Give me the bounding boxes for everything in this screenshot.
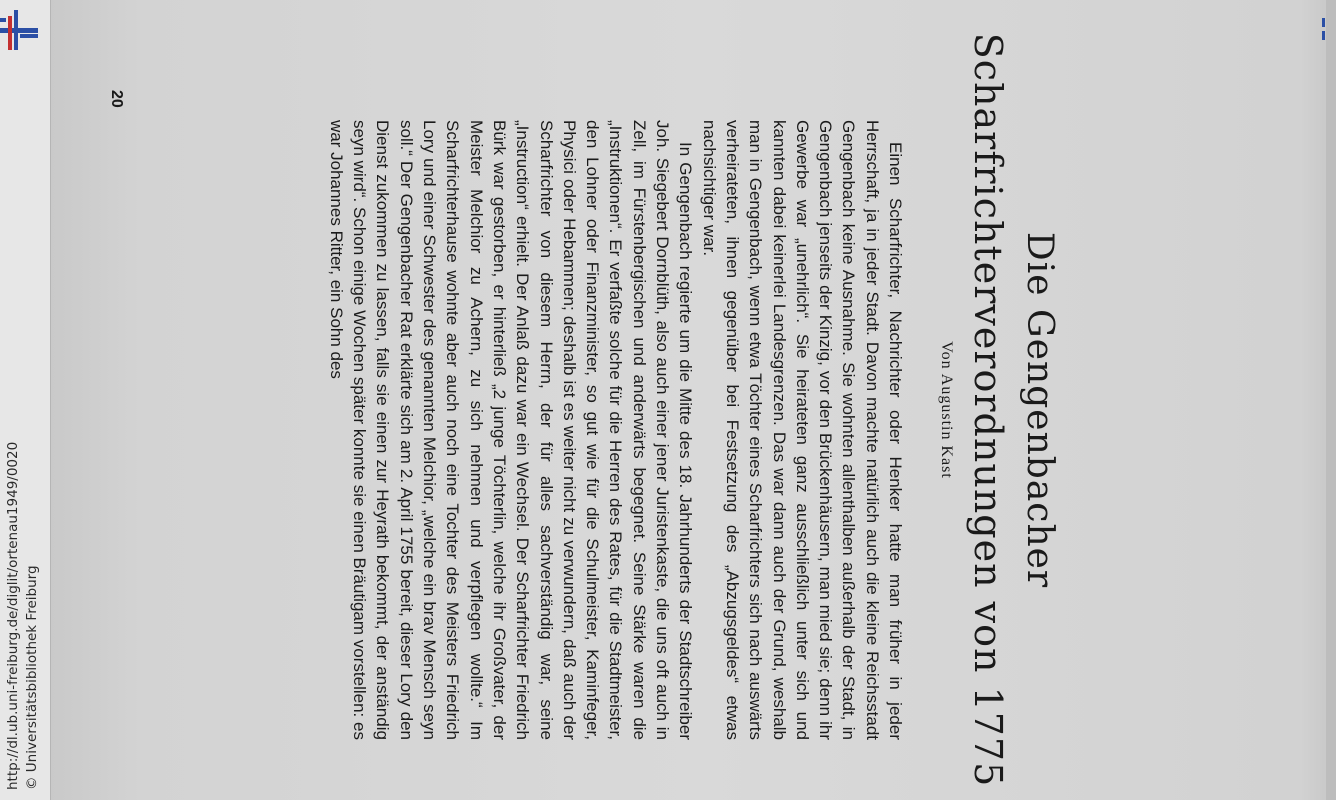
- article-body: [325, 120, 907, 740]
- page-edge: [1326, 0, 1336, 800]
- article-title-line-2: Scharfrichterverordnungen von 1775: [966, 32, 1010, 788]
- scanned-page: [70, 30, 1300, 790]
- page-number: 20: [108, 90, 125, 108]
- source-watermark: [4, 410, 46, 790]
- watermark-copyright: © Universitätsbibliothek Freiburg: [24, 565, 40, 790]
- edge-mark-icon: [1322, 18, 1328, 40]
- article-author: Von Augustin Kast: [938, 341, 955, 479]
- article-title-line-1: Die Gengenbacher: [1019, 231, 1060, 589]
- watermark-url: http://dl.ub.uni-freiburg.de/diglit/ortenau1949/0020: [5, 441, 21, 790]
- library-logo-icon: [0, 6, 44, 50]
- paragraph-2: In Gengenbach regierte um die Mitte des 18. Jahrhunderts der Stadtschreiber Joh. Siegebert Dornblüth, also auch einer jener Juristenkaste, die uns oft auch in Zell, im Fürstenbergischen und anderwärts begegnet. Seine Stärke waren die „Instruktionen“. Er verfaßte solche für die Herren des Rates, für die Stadtmeister, den Lohner oder Finanzminister, so gut wie für die Schulmeister, Kaminfeger, Physici oder Hebammen; deshalb ist es weiter nicht zu verwundern, daß auch der Scharfrichter von diesem Herrn, der für alles sachverständig war, seine „Instruction“ erhielt. Der Anlaß dazu war ein Wechsel. Der Scharfrichter Friedrich Bürk war gestorben, er hinterließ „2 junge Töchterlin, welche ihr Großvater, der Meister Melchior zu Achern, zu sich nehmen und verpflegen wollte.“ Im Scharfrichterhause wohnte aber auch noch eine Tochter des Meisters Friedrich Lory und einer Schwester des genannten Melchior, „welche ein brav Mensch seyn soll.“ Der Gengenbacher Rat erklärte sich am 2. April 1755 bereit, dieser Lory den Dienst zukommen zu lassen, falls sie einen zur Heyrath bekommt, der anständig seyn wird“. Schon einige Wochen später konnte sie einen Bräutigam vorstellen: es war Johannes Ritter, ein Sohn des: [326, 120, 696, 740]
- viewer-margin: [0, 0, 51, 800]
- paragraph-1: Einen Scharfrichter, Nachrichter oder Henker hatte man früher in jeder Herrschaft, ja in jeder Stadt. Davon machte natürlich auch die kleine Reichsstadt Gengenbach keine Ausnahme. Sie wohnten allenthalben außerhalb der Stadt, in Gengenbach jenseits der Kinzig, vor den Brückenhäusern, man mied sie; denn ihr Gewerbe war „unehrlich“. Sie heirateten ganz ausschließlich unter sich und kannten dabei keinerlei Landesgrenzen. Das war dann auch der Grund, weshalb man in Gengenbach, wenn etwa Töchter eines Scharfrichters sich nach auswärts verheirateten, ihnen gegenüber bei Festsetzung des „Abzugsgeldes“ etwas nachsichtiger war.: [699, 120, 905, 740]
